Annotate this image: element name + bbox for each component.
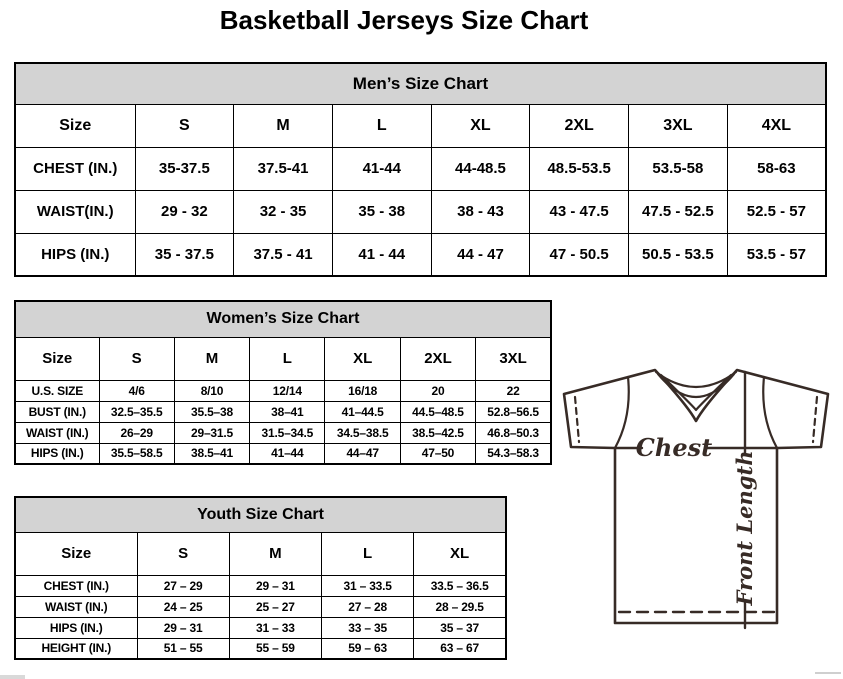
womens-band-row (15, 301, 551, 337)
column-header: 3XL (629, 104, 728, 147)
size-value-cell: 32 - 35 (234, 190, 333, 233)
row-label: WAIST (IN.) (15, 422, 99, 443)
left-cuff-dashed-line (575, 397, 579, 442)
size-value-cell: 46.8–50.3 (476, 422, 551, 443)
mens-data-row (15, 147, 826, 190)
size-value-cell: 54.3–58.3 (476, 443, 551, 464)
size-value-cell: 52.5 - 57 (727, 190, 826, 233)
size-value-cell: 47–50 (400, 443, 475, 464)
right-sleeve-seam (763, 377, 777, 448)
column-header: 2XL (530, 104, 629, 147)
column-header: S (99, 337, 174, 380)
size-value-cell: 31 – 33.5 (322, 575, 414, 596)
size-value-cell: 4/6 (99, 380, 174, 401)
size-value-cell: 53.5-58 (629, 147, 728, 190)
size-value-cell: 38–41 (250, 401, 325, 422)
size-value-cell: 59 – 63 (322, 638, 414, 659)
table-section-title: Youth Size Chart (15, 497, 506, 532)
size-value-cell: 35.5–38 (174, 401, 249, 422)
size-value-cell: 50.5 - 53.5 (629, 233, 728, 276)
column-header: XL (325, 337, 400, 380)
screen-edge-artifact-left (0, 675, 25, 679)
womens-data-row (15, 443, 551, 464)
size-value-cell: 31.5–34.5 (250, 422, 325, 443)
front-length-label: Front Length (732, 450, 757, 606)
size-value-cell: 53.5 - 57 (727, 233, 826, 276)
jersey-measurement-diagram (556, 362, 840, 652)
table-section-title: Women’s Size Chart (15, 301, 551, 337)
size-value-cell: 43 - 47.5 (530, 190, 629, 233)
size-value-cell: 38.5–42.5 (400, 422, 475, 443)
column-header: Size (15, 337, 99, 380)
right-cuff-dashed-line (813, 397, 817, 442)
size-value-cell: 12/14 (250, 380, 325, 401)
column-header: S (135, 104, 234, 147)
size-value-cell: 38.5–41 (174, 443, 249, 464)
size-value-cell: 44 - 47 (431, 233, 530, 276)
size-value-cell: 8/10 (174, 380, 249, 401)
mens-band-row (15, 63, 826, 104)
size-value-cell: 44-48.5 (431, 147, 530, 190)
column-header: 2XL (400, 337, 475, 380)
size-value-cell: 29 - 32 (135, 190, 234, 233)
size-value-cell: 27 – 29 (137, 575, 229, 596)
size-value-cell: 31 – 33 (229, 617, 321, 638)
column-header: XL (431, 104, 530, 147)
size-value-cell: 35.5–58.5 (99, 443, 174, 464)
youth-data-row (15, 596, 506, 617)
size-value-cell: 52.8–56.5 (476, 401, 551, 422)
size-value-cell: 44–47 (325, 443, 400, 464)
column-header: Size (15, 104, 135, 147)
size-value-cell: 55 – 59 (229, 638, 321, 659)
row-label: CHEST (IN.) (15, 147, 135, 190)
youth-header-row (15, 532, 506, 575)
table-section-title: Men’s Size Chart (15, 63, 826, 104)
size-value-cell: 41 - 44 (332, 233, 431, 276)
size-value-cell: 38 - 43 (431, 190, 530, 233)
youth-data-row (15, 617, 506, 638)
collar-arc-inner (658, 374, 734, 397)
column-header: M (229, 532, 321, 575)
womens-data-row (15, 401, 551, 422)
size-value-cell: 35 - 37.5 (135, 233, 234, 276)
size-value-cell: 35-37.5 (135, 147, 234, 190)
size-value-cell: 25 – 27 (229, 596, 321, 617)
size-value-cell: 51 – 55 (137, 638, 229, 659)
size-value-cell: 47.5 - 52.5 (629, 190, 728, 233)
row-label: WAIST(IN.) (15, 190, 135, 233)
size-value-cell: 22 (476, 380, 551, 401)
size-value-cell: 28 – 29.5 (414, 596, 506, 617)
size-value-cell: 29 – 31 (229, 575, 321, 596)
row-label: BUST (IN.) (15, 401, 99, 422)
womens-size-table (14, 300, 552, 465)
size-value-cell: 24 – 25 (137, 596, 229, 617)
row-label: HIPS (IN.) (15, 233, 135, 276)
womens-data-row (15, 380, 551, 401)
jersey-outline-drawing (556, 362, 840, 652)
row-label: HEIGHT (IN.) (15, 638, 137, 659)
mens-data-row (15, 190, 826, 233)
page-title: Basketball Jerseys Size Chart (219, 5, 589, 35)
youth-band-row (15, 497, 506, 532)
womens-header-row (15, 337, 551, 380)
size-value-cell: 20 (400, 380, 475, 401)
size-value-cell: 37.5 - 41 (234, 233, 333, 276)
youth-data-row (15, 638, 506, 659)
row-label: CHEST (IN.) (15, 575, 137, 596)
size-value-cell: 41–44.5 (325, 401, 400, 422)
mens-header-row (15, 104, 826, 147)
column-header: Size (15, 532, 137, 575)
size-value-cell: 37.5-41 (234, 147, 333, 190)
size-value-cell: 34.5–38.5 (325, 422, 400, 443)
size-value-cell: 48.5-53.5 (530, 147, 629, 190)
size-value-cell: 29–31.5 (174, 422, 249, 443)
jersey-silhouette (564, 370, 828, 623)
size-value-cell: 26–29 (99, 422, 174, 443)
row-label: HIPS (IN.) (15, 443, 99, 464)
row-label: HIPS (IN.) (15, 617, 137, 638)
column-header: L (322, 532, 414, 575)
size-value-cell: 29 – 31 (137, 617, 229, 638)
column-header: M (174, 337, 249, 380)
mens-size-table (14, 62, 827, 277)
column-header: 4XL (727, 104, 826, 147)
size-value-cell: 63 – 67 (414, 638, 506, 659)
size-value-cell: 35 - 38 (332, 190, 431, 233)
column-header: L (250, 337, 325, 380)
column-header: M (234, 104, 333, 147)
size-value-cell: 44.5–48.5 (400, 401, 475, 422)
column-header: S (137, 532, 229, 575)
size-value-cell: 16/18 (325, 380, 400, 401)
womens-data-row (15, 422, 551, 443)
chest-label: Chest (635, 433, 713, 462)
size-value-cell: 35 – 37 (414, 617, 506, 638)
youth-size-table (14, 496, 507, 660)
column-header: XL (414, 532, 506, 575)
size-value-cell: 41-44 (332, 147, 431, 190)
left-sleeve-seam (615, 377, 629, 448)
size-value-cell: 41–44 (250, 443, 325, 464)
column-header: L (332, 104, 431, 147)
row-label: U.S. SIZE (15, 380, 99, 401)
row-label: WAIST (IN.) (15, 596, 137, 617)
size-value-cell: 32.5–35.5 (99, 401, 174, 422)
mens-data-row (15, 233, 826, 276)
size-value-cell: 58-63 (727, 147, 826, 190)
size-value-cell: 33 – 35 (322, 617, 414, 638)
column-header: 3XL (476, 337, 551, 380)
youth-data-row (15, 575, 506, 596)
screen-edge-artifact-right (815, 672, 841, 674)
size-value-cell: 47 - 50.5 (530, 233, 629, 276)
size-value-cell: 27 – 28 (322, 596, 414, 617)
size-value-cell: 33.5 – 36.5 (414, 575, 506, 596)
